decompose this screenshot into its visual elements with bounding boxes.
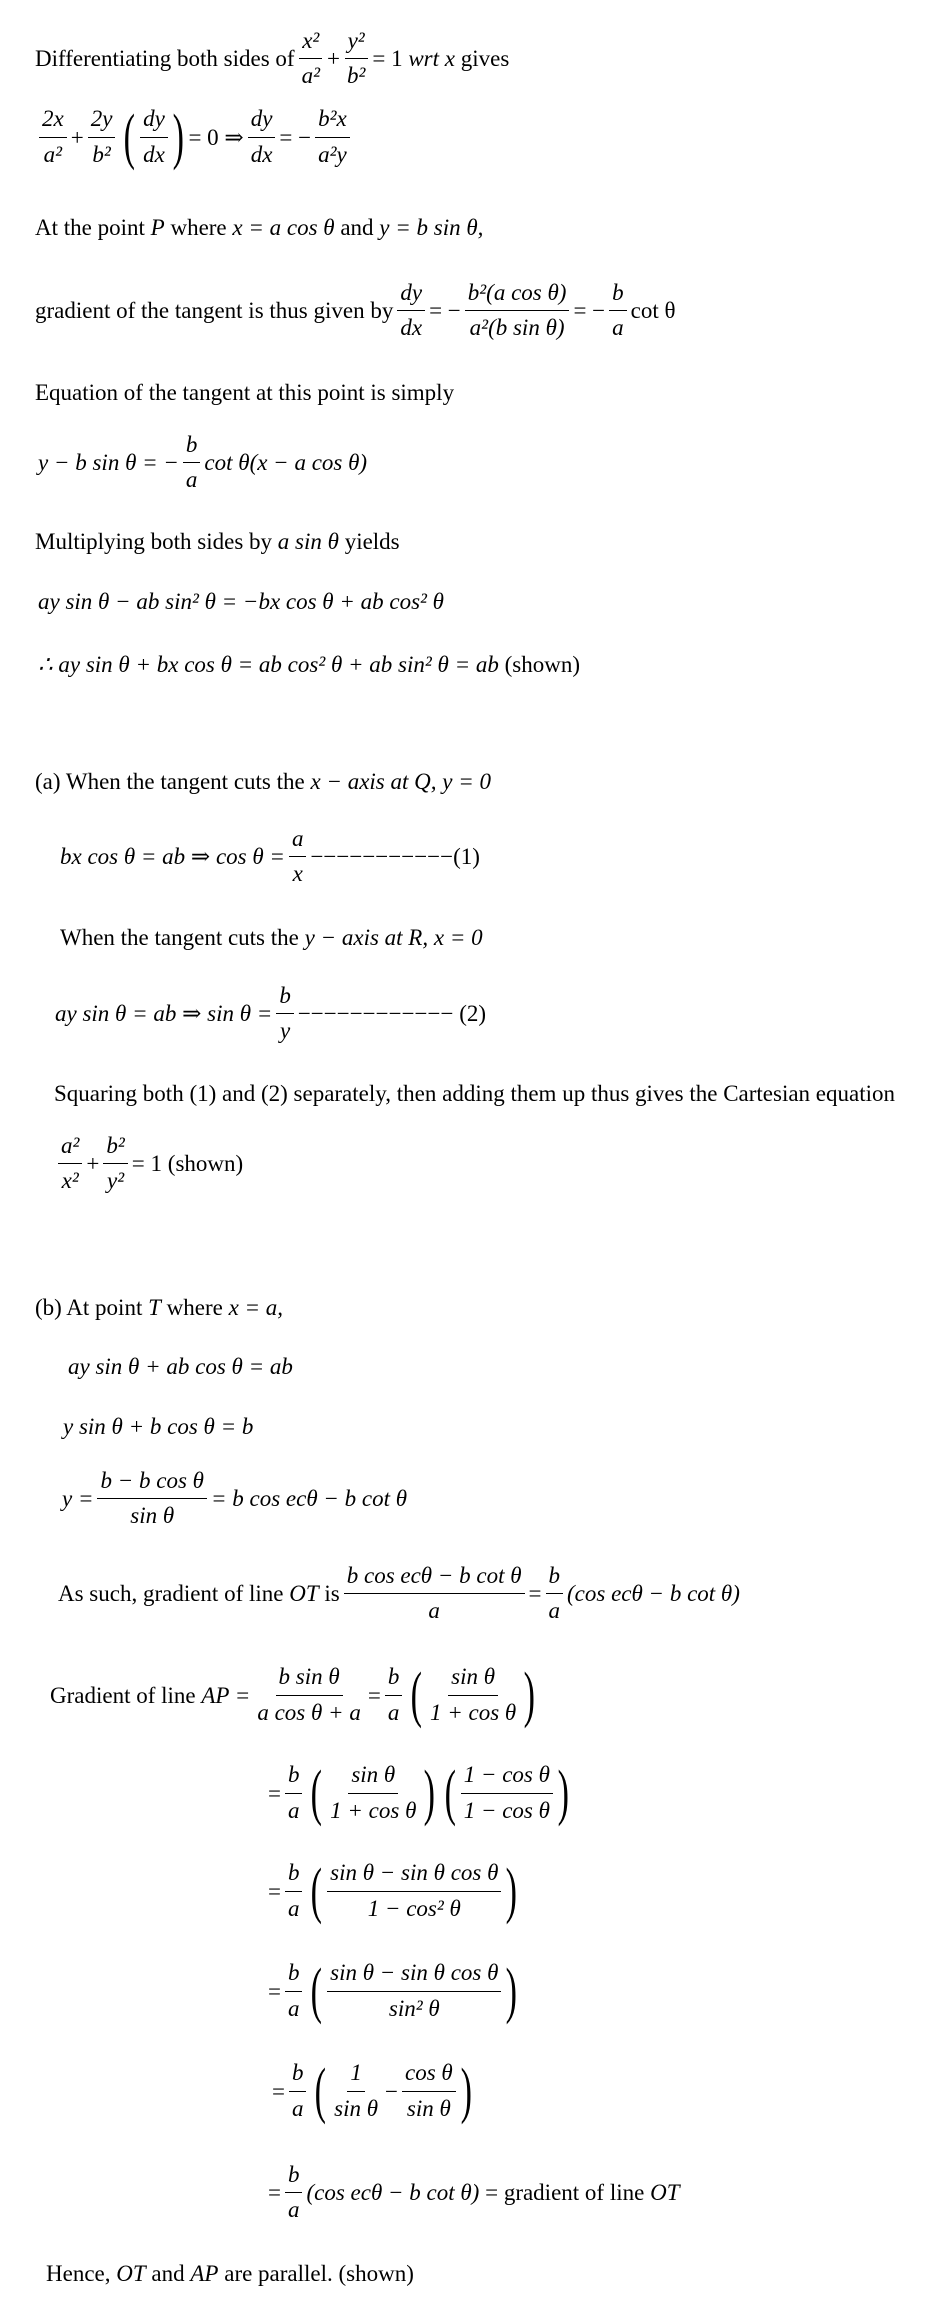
ap-step-1: = $\frac{b}{a}$ ( sin θ 1 + cos θ ) ( 1 − cos θ 1 − cos θ ): [268, 1762, 574, 1824]
part-a-r-line: When the tangent cuts the y − axis at R, x = 0: [60, 925, 483, 950]
tangent-equation: y − b sin θ = − $\frac{b}{a}$ cot θ(x − a cos θ): [38, 432, 368, 493]
part-b-ot-gradient: As such, gradient of line OT is b cos ecθ − b cot θ a = $\frac{b}{a}$ (cos ecθ − b cot θ): [58, 1563, 740, 1624]
part-b-eq1: ay sin θ + ab cos θ = ab: [68, 1354, 293, 1379]
gradient-line: gradient of the tangent is thus given by $\frac{dy}{dx}$ = − $\frac{\text{b²(a cos θ)}}{\text{a²(b sin θ)}}$ = − $\frac{b}{a}$ cot θ: [35, 280, 676, 341]
part-a-eq1: bx cos θ = ab ⇒ cos θ = $\frac{a}{x}$ −−−−−−−−−−−(1): [60, 826, 480, 887]
ap-step-3: = $\frac{b}{a}$ ( sin θ − sin θ cos θ sin² θ ): [268, 1960, 522, 2022]
frac-y2-b2: $\frac{\text{y²}}{\text{b²}}$: [344, 28, 368, 90]
part-b-ap-gradient: Gradient of line AP = $\frac{\text{b sin θ}}{\text{a cos θ + a}}$ = $\frac{b}{a}$ ( sin θ 1 + cos θ ): [50, 1664, 540, 1726]
part-b-eq2: y sin θ + b cos θ = b: [63, 1414, 254, 1439]
conclusion: Hence, OT and AP are parallel. (shown): [46, 2261, 414, 2286]
part-a-eq2: ay sin θ = ab ⇒ sin θ = $\frac{b}{y}$ −−−−−−−−−−−− (2): [55, 983, 487, 1044]
ap-step-2: = $\frac{b}{a}$ ( sin θ − sin θ cos θ 1 − cos² θ ): [268, 1860, 522, 1922]
derivative-equation: 2x a² + $\frac{2y}{\text{b²}}$ ( dy dx ) = 0 ⇒ $\frac{dy}{dx}$ = − $\frac{\text{b²x}}{\text{a²y}}$: [35, 106, 354, 168]
part-a-final: a² x² + $\frac{\text{b²}}{\text{y²}}$ = 1 (shown): [54, 1133, 243, 1195]
ap-step-5: = $\frac{b}{a}$ (cos ecθ − b cot θ) = gradient of line OT: [268, 2162, 680, 2223]
multiply-label: Multiplying both sides by a sin θ yields: [35, 529, 400, 554]
multiplied-equation: ay sin θ − ab sin² θ = −bx cos θ + ab cos² θ: [38, 589, 444, 614]
ap-step-4: = $\frac{b}{a}$ ( 1 sin θ − $\frac{\text{cos θ}}{\text{sin θ}}$ ): [272, 2060, 476, 2122]
part-a-heading: (a) When the tangent cuts the x − axis at Q, y = 0: [35, 769, 492, 794]
part-a-squaring: Squaring both (1) and (2) separately, then adding them up thus gives the Cartesian equation: [54, 1081, 895, 1106]
therefore-equation: ∴ ay sin θ + bx cos θ = ab cos² θ + ab sin² θ = ab (shown): [38, 652, 581, 677]
intro-text: Differentiating both sides of: [35, 46, 295, 72]
part-b-heading: (b) At point T where x = a,: [35, 1295, 284, 1320]
tangent-label: Equation of the tangent at this point is simply: [35, 380, 455, 405]
frac-x2-a2: x² a²: [299, 28, 323, 90]
intro-line: Differentiating both sides of x² a² + $\frac{\text{y²}}{\text{b²}}$ = 1 wrt x gives: [35, 28, 510, 89]
point-p-line: At the point P where x = a cos θ and y = b sin θ,: [35, 215, 484, 240]
part-b-eq3: y = $\frac{\text{b − b cos θ}}{\text{sin θ}}$ = b cos ecθ − b cot θ: [62, 1468, 408, 1529]
